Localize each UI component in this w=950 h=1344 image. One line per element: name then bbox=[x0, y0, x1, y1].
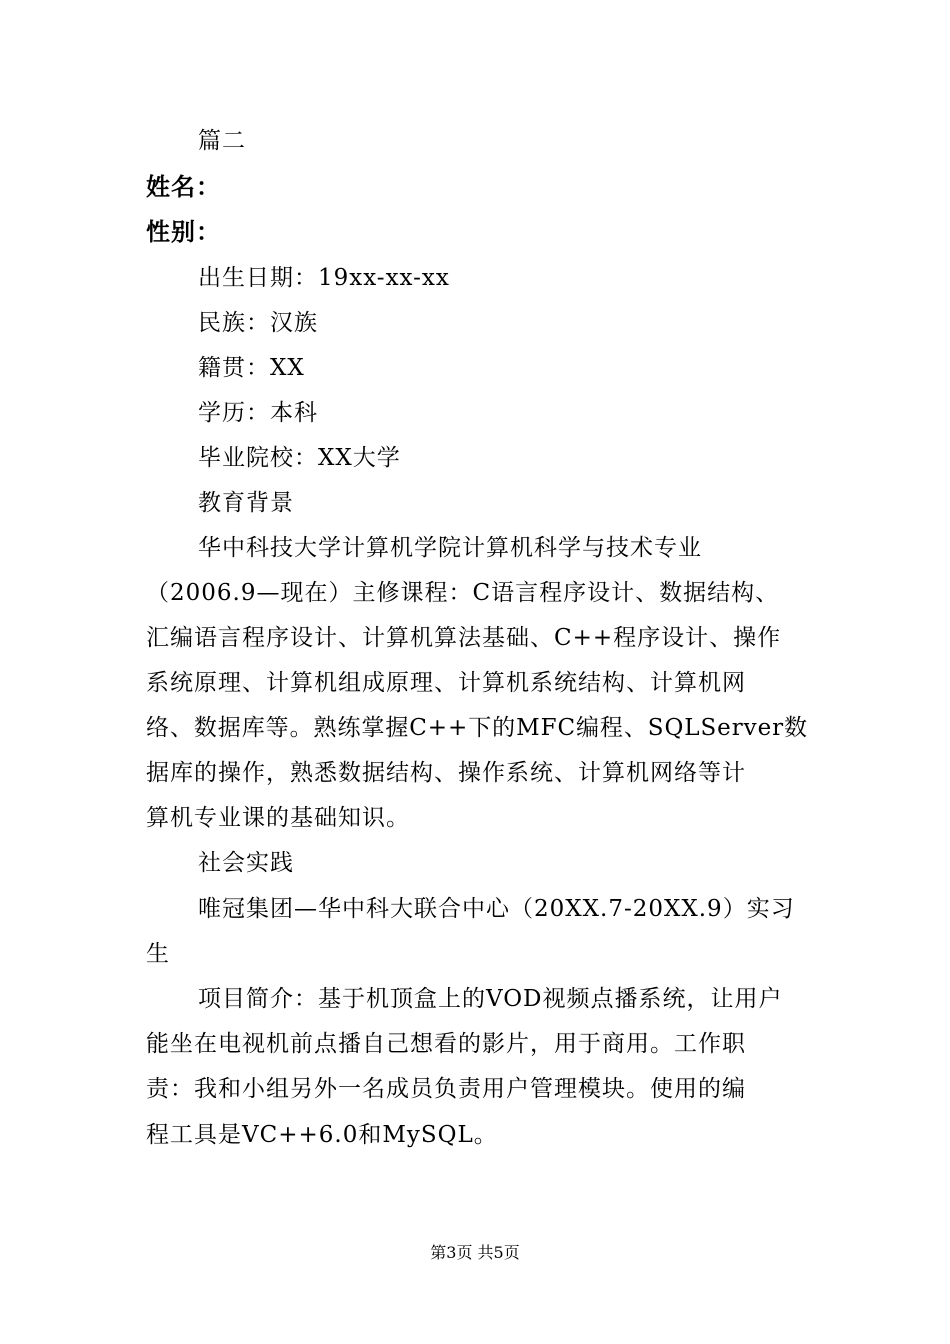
education-paragraph-line: 算机专业课的基础知识。 bbox=[146, 805, 410, 831]
name-label: 姓名： bbox=[146, 173, 221, 201]
education-paragraph-line: 系统原理、计算机组成原理、计算机系统结构、计算机网 bbox=[146, 670, 746, 696]
education-paragraph-line: 华中科技大学计算机学院计算机科学与技术专业 bbox=[198, 535, 702, 561]
gender-label: 性别： bbox=[146, 218, 221, 246]
project-paragraph-line: 能坐在电视机前点播自己想看的影片，用于商用。工作职 bbox=[146, 1031, 746, 1057]
project-paragraph-line: 责：我和小组另外一名成员负责用户管理模块。使用的编 bbox=[146, 1076, 746, 1102]
school-line: 毕业院校：XX大学 bbox=[198, 445, 401, 471]
education-paragraph-line: 据库的操作，熟悉数据结构、操作系统、计算机网络等计 bbox=[146, 760, 746, 786]
page-footer: 第3页 共5页 bbox=[430, 1243, 520, 1262]
education-paragraph-line: 汇编语言程序设计、计算机算法基础、C++程序设计、操作 bbox=[146, 625, 782, 651]
internship-line: 生 bbox=[146, 941, 170, 967]
education-paragraph-line: 络、数据库等。熟练掌握C++下的MFC编程、SQLServer数 bbox=[146, 715, 808, 741]
project-paragraph-line: 程工具是VC++6.0和MySQL。 bbox=[146, 1122, 498, 1148]
hometown-line: 籍贯：XX bbox=[198, 355, 305, 381]
ethnicity-line: 民族：汉族 bbox=[198, 310, 318, 336]
education-paragraph-line: （2006.9—现在）主修课程：C语言程序设计、数据结构、 bbox=[146, 580, 780, 606]
project-paragraph-line: 项目简介：基于机顶盒上的VOD视频点播系统，让用户 bbox=[198, 986, 783, 1012]
practice-heading: 社会实践 bbox=[198, 850, 294, 876]
section-heading: 篇二 bbox=[198, 128, 246, 154]
education-heading: 教育背景 bbox=[198, 490, 294, 516]
internship-line: 唯冠集团—华中科大联合中心（20XX.7-20XX.9）实习 bbox=[198, 896, 795, 922]
birthdate-line: 出生日期：19xx-xx-xx bbox=[198, 265, 450, 291]
education-level-line: 学历：本科 bbox=[198, 400, 318, 426]
